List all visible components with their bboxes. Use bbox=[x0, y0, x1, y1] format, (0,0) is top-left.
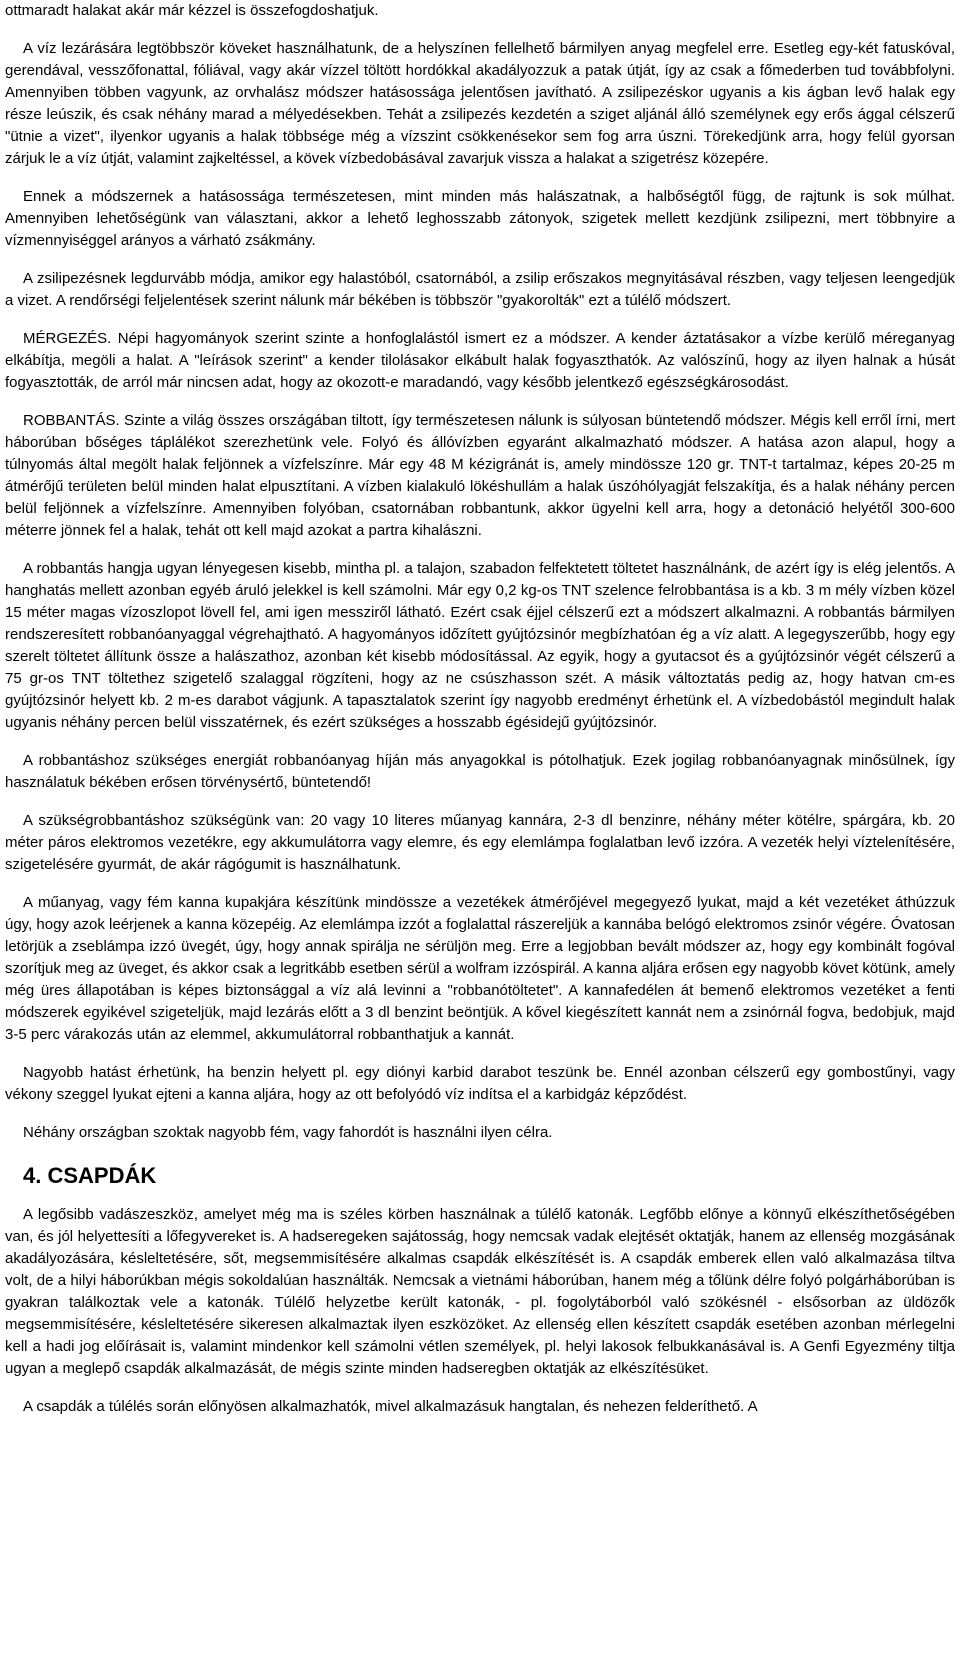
paragraph: Néhány országban szoktak nagyobb fém, vagy fahordót is használni ilyen célra. bbox=[23, 1124, 553, 1141]
paragraph: A legősibb vadászeszköz, amelyet még ma is széles körben használnak a túlélő katonák. Legfőbb előnye a könnyű elkészíthetőségében van, és jól helyettesíti a lőfegyvereket is. A hadseregeken sajátosság, hogy nemcsak vadak elejtését oktatják, hanem az ellenség mozgásának akadályozására, késleltetésére, sőt, megsemmisítésére alkalmas csapdák elkészítését is. A csapdák emberek ellen való alkalmazása tiltva volt, de a hilyi háborúkban mégis sokoldalúan használták. Nemcsak a vietnámi háborúban, hanem még a tőlünk délre folyó polgárháborúban is gyakran találkoztak vele a katonák. Túlélő helyzetbe került katonák, - pl. fogolytáborból való szökésnél - elsősorban az üldözők megsemmisítésére, késleltetésére sikeresen alkalmaztak ilyen eszközöket. Az ellenség ellen készített csapdák esetében azonban mérlegelni kell a hadi jog előírásait is, valamint mindenkor kell számolni vétlen személyek, pl. helyi lakosok felbukkanásával is. A Genfi Egyezmény tiltja ugyan a meglepő csapdák alkalmazását, de mégis szinte minden hadseregben oktatják az elkészítésüket. bbox=[5, 1206, 955, 1377]
paragraph: ottmaradt halakat akár már kézzel is összefogdoshatjuk. bbox=[5, 2, 379, 19]
paragraph-robbantas: ROBBANTÁS. Szinte a világ összes országában tiltott, így természetesen nálunk is súlyosan büntetendő módszer. Mégis kell erről írni, mert háborúban bőséges táplálékot szerezhetünk vele. Folyó és állóvízben egyaránt alkalmazható módszer. A hatása azon alapul, hogy a túlnyomás által megölt halak feljönnek a vízfelszínre. Már egy 48 M kézigránát is, amely mindössze 120 gr. TNT-t tartalmaz, képes 20-25 m átmérőjű területen belül minden halat elpusztítani. A vízben kialakuló lökéshullám a halak úszóhólyagját felszakítja, és a halak néhány percen belül feljönnek a vízfelszínre. Amennyiben folyóban, csatornában robbantunk, akkor ügyelni kell arra, hogy a detonáció helyétől 300-600 méterre jönnek fel a halak, tehát ott kell majd azokat a partra kihalászni. bbox=[5, 412, 955, 539]
paragraph: Ennek a módszernek a hatásossága természetesen, mint minden más halászatnak, a halbőségtől függ, de rajtunk is sok múlhat. Amennyiben lehetőségünk van választani, akkor a lehető leghosszabb zátonyok, szigetek mellett kezdjünk zsilipezni, mert többnyire a vízmennyiséggel arányos a várható zsákmány. bbox=[5, 188, 955, 249]
paragraph: A zsilipezésnek legdurvább módja, amikor egy halastóból, csatornából, a zsilip erőszakos megnyitásával részben, vagy teljesen leengedjük a vizet. A rendőrségi feljelentések szerint nálunk már békében is többször "gyakorolták" ezt a túlélő módszert. bbox=[5, 270, 955, 309]
section-heading: 4. CSAPDÁK bbox=[23, 1163, 157, 1188]
document-page bbox=[5, 0, 955, 1418]
paragraph: A szükségrobbantáshoz szükségünk van: 20 vagy 10 literes műanyag kannára, 2-3 dl benzinre, néhány méter kötélre, spárgára, kb. 20 méter páros elektromos vezetékre, egy akkumulátorra vagy elemre, és egy elemlámpa foglalatban levő izzóra. A vezeték helyi víztelenítésére, szigetelésére gyurmát, de akár rágógumit is használhatunk. bbox=[5, 812, 955, 873]
paragraph: A robbantáshoz szükséges energiát robbanóanyag híján más anyagokkal is pótolhatjuk. Ezek jogilag robbanóanyagnak minősülnek, így használatuk békében erősen törvénysértő, büntetendő! bbox=[5, 752, 955, 791]
paragraph: A víz lezárására legtöbbször köveket használhatunk, de a helyszínen fellelhető bármilyen anyag megfelel erre. Esetleg egy-két fatuskóval, gerendával, vesszőfonattal, fóliával, vagy akár vízzel töltött hordókkal akadályozzuk a patak útját, így az csak a főmederben tud továbbfolyni. Amennyiben többen vagyunk, az orvhalász módszer hatásossága jelentősen javítható. A zsilipezéskor ugyanis a kis ágban levő halak egy része leúszik, és csak néhány marad a mélyedésekben. Tehát a zsilipezés kezdetén a sziget aljánál álló személynek egy erős ággal célszerű "ütnie a vizet", ilyenkor ugyanis a halak többsége még a vízszint csökkenésekor sem fog arra úszni. Törekedjünk arra, hogy felül gyorsan zárjuk le a víz útját, valamint zajkeltéssel, a kövek vízbedobásával zavarjuk vissza a halakat a szigetrész közepére. bbox=[5, 40, 955, 167]
paragraph: A műanyag, vagy fém kanna kupakjára készítünk mindössze a vezetékek átmérőjével megegyező lyukat, majd a két vezetéket áthúzzuk úgy, hogy azok leérjenek a kanna közepéig. Az elemlámpa izzót a foglalattal rászereljük a kannába belógó elektromos zsinór végére. Óvatosan letörjük a zseblámpa izzó üvegét, úgy, hogy annak spirálja ne sérüljön meg. Erre a legjobban bevált módszer az, hogy egy kombinált fogóval szorítjuk meg az üveget, és akkor csak a legritkább esetben sérül a wolfram izzóspirál. A kanna aljára erősen egy nagyobb követ kötünk, amely még üres állapotában is képes biztonsággal a víz alá levinni a "robbanótöltetet". A kannafedélen át bemenő elektromos vezetéket a fenti módszerek egyikével szigeteljük, majd lezárás előtt a 3 dl benzint beöntjük. A kővel kiegészített kannát nem a zsinórnál fogva, bedobjuk, majd 3-5 perc várakozás után az elemmel, akkumulátorral robbanthatjuk a kannát. bbox=[5, 894, 955, 1043]
paragraph: A csapdák a túlélés során előnyösen alkalmazhatók, mivel alkalmazásuk hangtalan, és nehezen felderíthető. A bbox=[23, 1398, 758, 1415]
paragraph-mergezes: MÉRGEZÉS. Népi hagyományok szerint szinte a honfoglalástól ismert ez a módszer. A kender áztatásakor a vízbe kerülő méreganyag elkábítja, megöli a halat. A "leírások szerint" a kender tilolásakor elkábult halak fogyaszthatók. Az valószínű, hogy az ilyen halnak a húsát fogyasztották, de arról már nincsen adat, hogy az okozott-e maradandó, vagy később jelentkező egészségkárosodást. bbox=[5, 330, 955, 391]
paragraph: Nagyobb hatást érhetünk, ha benzin helyett pl. egy diónyi karbid darabot teszünk be. Ennél azonban célszerű egy gombostűnyi, vagy vékony szeggel lyukat ejteni a kanna aljára, hogy az ott befolyódó víz indítsa el a karbidgáz képződést. bbox=[5, 1064, 955, 1103]
paragraph: A robbantás hangja ugyan lényegesen kisebb, mintha pl. a talajon, szabadon felfektetett töltetet használnánk, de azért így is elég jelentős. A hanghatás mellett azonban egyéb áruló jelekkel is kell számolni. Már egy 0,2 kg-os TNT szelence felrobbantása is a kb. 3 m mély vízben közel 15 méter magas vízoszlopot lövell fel, ami igen messziről látható. Ezért csak éjjel célszerű ezt a módszert alkalmazni. A robbantás bármilyen rendszeresített robbanóanyaggal végrehajtható. A hagyományos időzített gyújtózsinór megbízhatóan ég a víz alatt. A legegyszerűbb, hogy egy szerelt töltetet állítunk össze a halászathoz, azonban két kisebb módosítással. Az egyik, hogy a gyutacsot és a gyújtózsinór végét célszerű a 75 gr-os TNT töltethez szigetelő szalaggal rögzíteni, hogy az ne csúszhasson szét. A másik változtatás pedig az, hogy hatvan cm-es gyújtózsinór helyett kb. 2 m-es darabot vágjunk. A tapasztalatok szerint így nagyobb eredményt érhetünk el. A vízbedobástól megindult halak ugyanis néhány percen belül visszatérnek, és ezért szükséges a hosszabb égésidejű gyújtózsinór. bbox=[5, 560, 955, 731]
